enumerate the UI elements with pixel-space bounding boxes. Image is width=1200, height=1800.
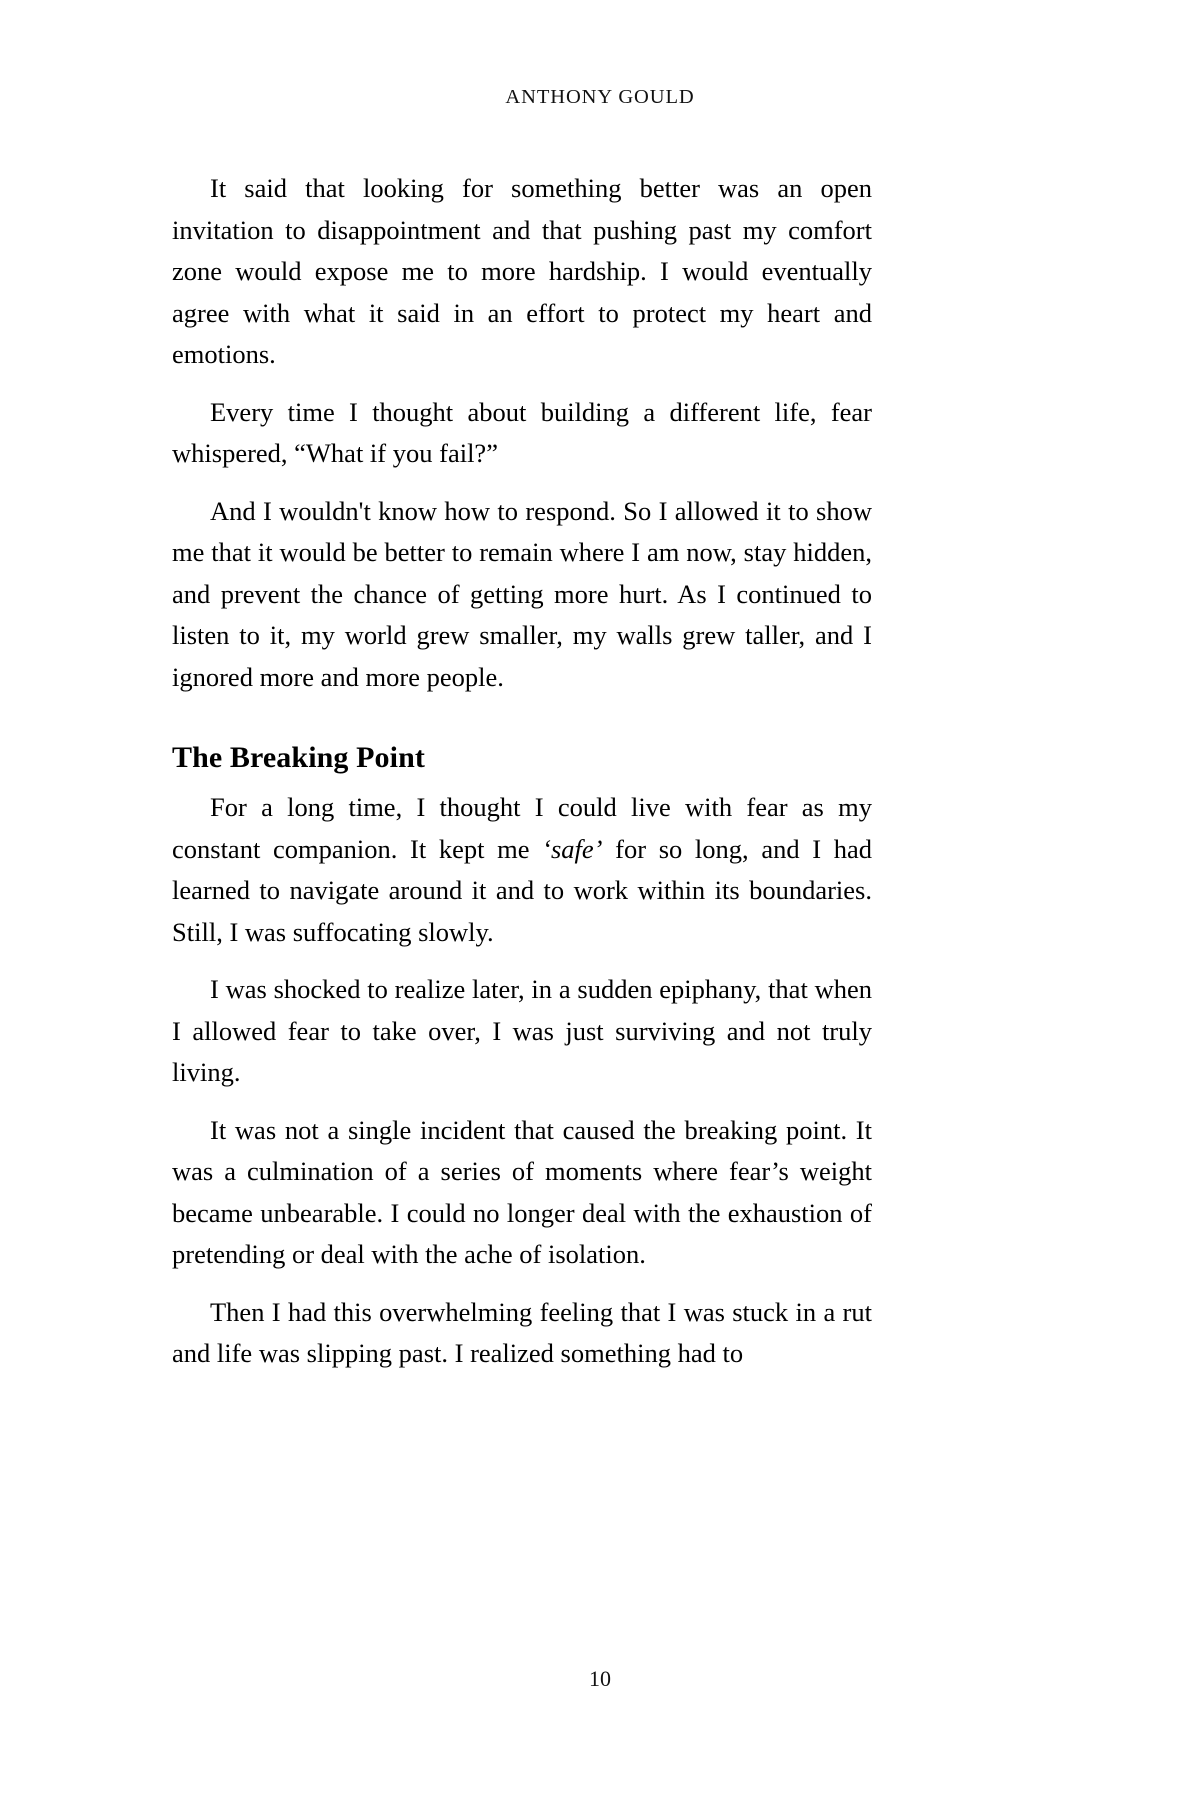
body-paragraph: Then I had this overwhelming feeling that I was stuck in a rut and life was slipping past. I realized something had to xyxy=(172,1296,872,1368)
text-column xyxy=(172,168,872,1375)
body-paragraph: It said that looking for something better was an open invitation to disappointment and that pushing past my comfort zone would expose me to more hardship. I would eventually agree with what it said in an effort to protect my heart and emotions. xyxy=(172,173,872,369)
body-paragraph: I was shocked to realize later, in a sudden epiphany, that when I allowed fear to take over, I was just surviving and not truly living. xyxy=(172,974,872,1087)
paragraph-text-run: for so long, and I had learned to navigate around it and to work within its boundaries. Still, I was suffocating slowly. xyxy=(172,833,872,947)
body-paragraph: Every time I thought about building a different life, fear whispered, “What if you fail?” xyxy=(172,396,872,468)
emphasized-word: ‘safe’ xyxy=(542,833,603,864)
body-paragraph xyxy=(172,787,872,953)
paragraph-text-run: For a long time, I thought I could live with fear as my constant companion. It kept me xyxy=(172,792,872,864)
body-paragraph: It was not a single incident that caused the breaking point. It was a culmination of a series of moments where fear’s weight became unbearable. I could no longer deal with the exhaustion of pretending or deal with the ache of isolation. xyxy=(172,1114,872,1269)
body-paragraph: And I wouldn't know how to respond. So I allowed it to show me that it would be better to remain where I am now, stay hidden, and prevent the chance of getting more hurt. As I continued to listen to it, my world grew smaller, my walls grew taller, and I ignored more and more people. xyxy=(172,495,872,692)
section-heading: The Breaking Point xyxy=(172,741,425,774)
running-header: ANTHONY GOULD xyxy=(505,86,695,108)
page-number: 10 xyxy=(589,1666,611,1691)
